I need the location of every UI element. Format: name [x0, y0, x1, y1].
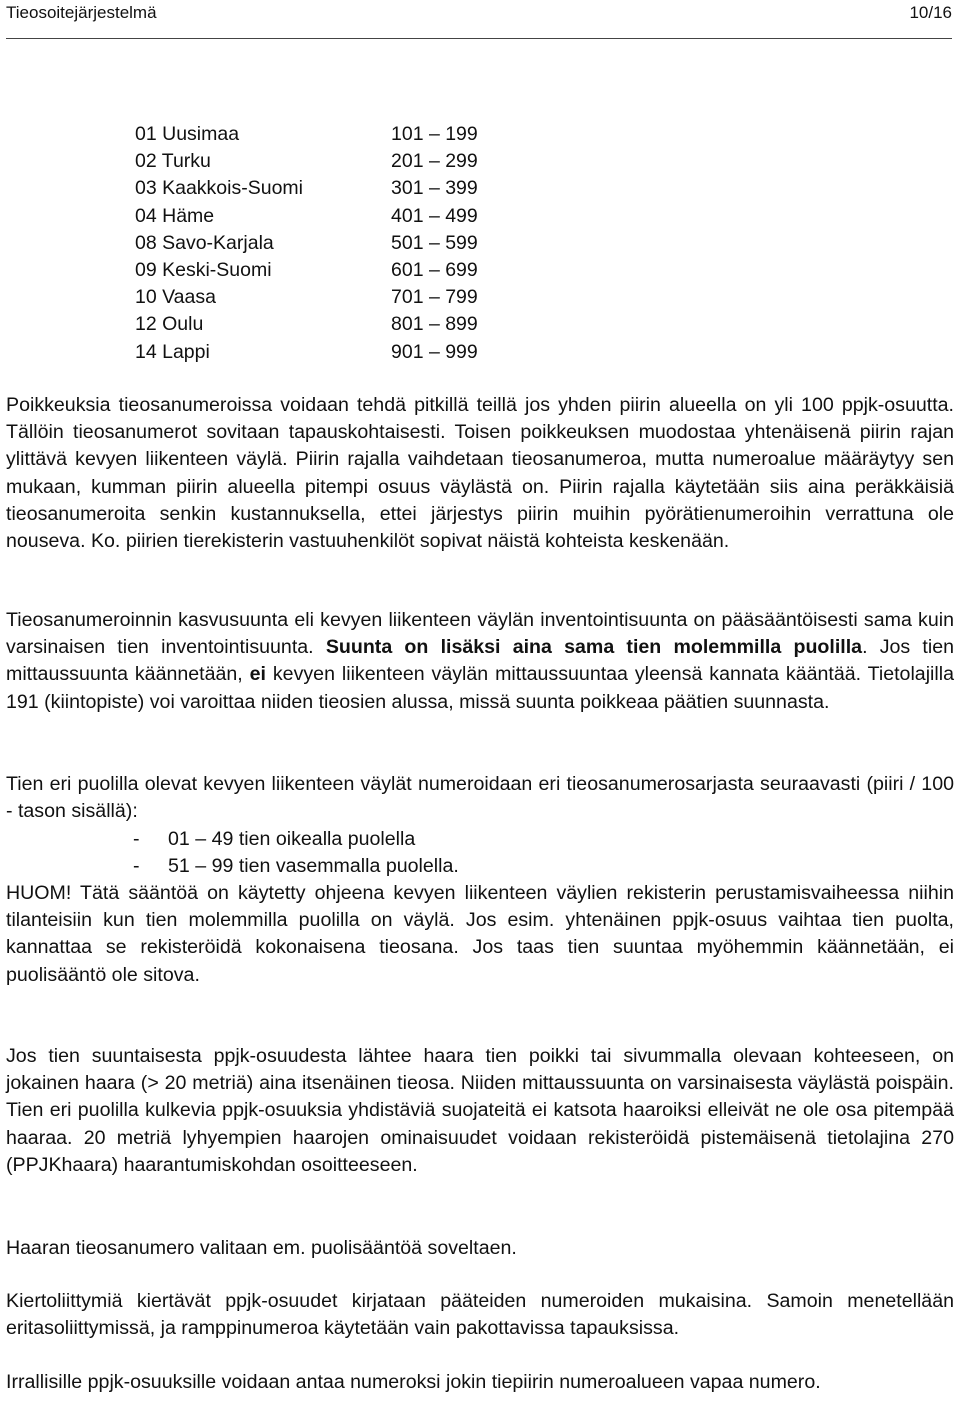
district-range: 601 – 699: [391, 258, 478, 281]
direction-text-e: kevyen liikenteen väylän mittaussuuntaa yleensä kannata kääntää. Tietolajilla 191 (kiintopiste) voi varoittaa niiden tieosien alussa, missä suunta poikkeaa päätien suunnasta.: [6, 663, 955, 713]
district-name: 03 Kaakkois-Suomi: [135, 177, 303, 200]
list-dash: -: [133, 828, 140, 850]
district-name: 14 Lappi: [135, 340, 210, 363]
paragraph-branch-number: Haaran tieosanumero valitaan em. puolisääntöä soveltaen.: [6, 1237, 517, 1259]
district-range: 801 – 899: [391, 313, 478, 336]
district-range: 201 – 299: [391, 150, 478, 173]
direction-not-emphasis: ei: [249, 663, 266, 686]
paragraph-detached: Irrallisille ppjk-osuuksille voidaan antaa numeroksi jokin tiepiirin numeroalueen vapaa numero.: [6, 1371, 821, 1393]
paragraph-note: HUOM! Tätä sääntöä on käytetty ohjeena kevyen liikenteen väylien rekisterin perustamisvaiheessa niihin tilanteisiin kun tien molemmilla puolilla on väylä. Jos esim. yhtenäinen ppjk-osuus vaihtaa tien puolta, kannattaa se rekisteröidä kokonaisena tieosana. Jos taas tien suuntaa myöhemmin käännetään, ei puolisääntö ole sitova.: [6, 882, 954, 986]
district-name: 09 Keski-Suomi: [135, 258, 272, 281]
paragraph-direction: [6, 607, 954, 716]
district-range: 501 – 599: [391, 231, 478, 254]
district-name: 12 Oulu: [135, 313, 204, 336]
direction-emphasis: Suunta on lisäksi aina sama tien molemmilla puolilla: [325, 636, 863, 659]
district-range: 401 – 499: [391, 204, 478, 227]
paragraph-branches: Jos tien suuntaisesta ppjk-osuudesta lähtee haara tien poikki tai sivummalla olevaan kohteeseen, on jokainen haara (> 20 metriä) aina itsenäinen tieosa. Niiden mittaussuunta on varsinaisesta väylästä poispäin. Tien eri puolilla kulkevia ppjk-osuuksia yhdistäviä suojateitä ei katsota haaroiksi elleivät ne ole osa pitempää haaraa. 20 metriä lyhyempien haarojen ominaisuudet voidaan rekisteröidä pistemäisenä tietolajina 270 (PPJKhaara) haarantumiskohdan osoitteeseen.: [6, 1045, 954, 1176]
paragraph-numbering-sides: Tien eri puolilla olevat kevyen liikenteen väylät numeroidaan eri tieosanumerosarjasta seuraavasti (piiri / 100 - tason sisällä):: [6, 773, 954, 823]
district-name: 08 Savo-Karjala: [135, 231, 274, 254]
page-header: [6, 2, 952, 24]
district-range: 701 – 799: [391, 286, 478, 309]
district-range: 101 – 199: [391, 123, 478, 145]
rule-list-item: [133, 826, 415, 853]
direction-text-c: . Jos tien mittaussuunta käännetään,: [6, 636, 954, 686]
district-name: 04 Häme: [135, 204, 215, 227]
district-range: 901 – 999: [391, 340, 478, 363]
paragraph-exceptions: Poikkeuksia tieosanumeroissa voidaan tehdä pitkillä teillä jos yhden piirin alueella on yli 100 ppjk-osuutta. Tällöin tieosanumerot sovitaan tapauskohtaisesti. Toisen poikkeuksen muodostaa yhtenäisenä piirin rajan ylittävä kevyen liikenteen väylä. Piirin rajalla vaihdetaan tieosanumeroa, mutta numeroalue määräytyy sen mukaan, kumman piirin alueella pitempi osuus väylästä on. Piirin rajalla käytetään siis aina peräkkäisiä tieosanumeroita senkin kustannuksella, ettei järjestys piirin muihin pyörätienumeroihin verrattuna ole nouseva. Ko. piirien tierekisterin vastuuhenkilöt sopivat näistä kohteista keskenään.: [6, 394, 954, 553]
list-dash: -: [133, 855, 140, 877]
district-range: 301 – 399: [391, 177, 478, 200]
direction-text-a: Tieosanumeroinnin kasvusuunta eli kevyen liikenteen väylän inventointisuunta on pääsääntöisesti sama kuin varsinaisen tien inventointisuunta.: [6, 609, 954, 659]
rule-text: 01 – 49 tien oikealla puolella: [168, 828, 416, 850]
rule-text: 51 – 99 tien vasemmalla puolella.: [168, 855, 459, 877]
district-name: 10 Vaasa: [135, 286, 216, 309]
rule-list-item: [133, 853, 459, 880]
page-number: 10/16: [909, 3, 952, 22]
header-divider: [6, 38, 952, 39]
district-name: 02 Turku: [135, 150, 211, 173]
district-name: 01 Uusimaa: [135, 123, 240, 145]
document-title: Tieosoitejärjestelmä: [6, 3, 157, 22]
paragraph-roundabouts: Kiertoliittymiä kiertävät ppjk-osuudet kirjataan pääteiden numeroiden mukaisina. Samoin menetellään eritasoliittymissä, ja ramppinumeroa käytetään vain pakottavissa tapauksissa.: [6, 1290, 954, 1340]
